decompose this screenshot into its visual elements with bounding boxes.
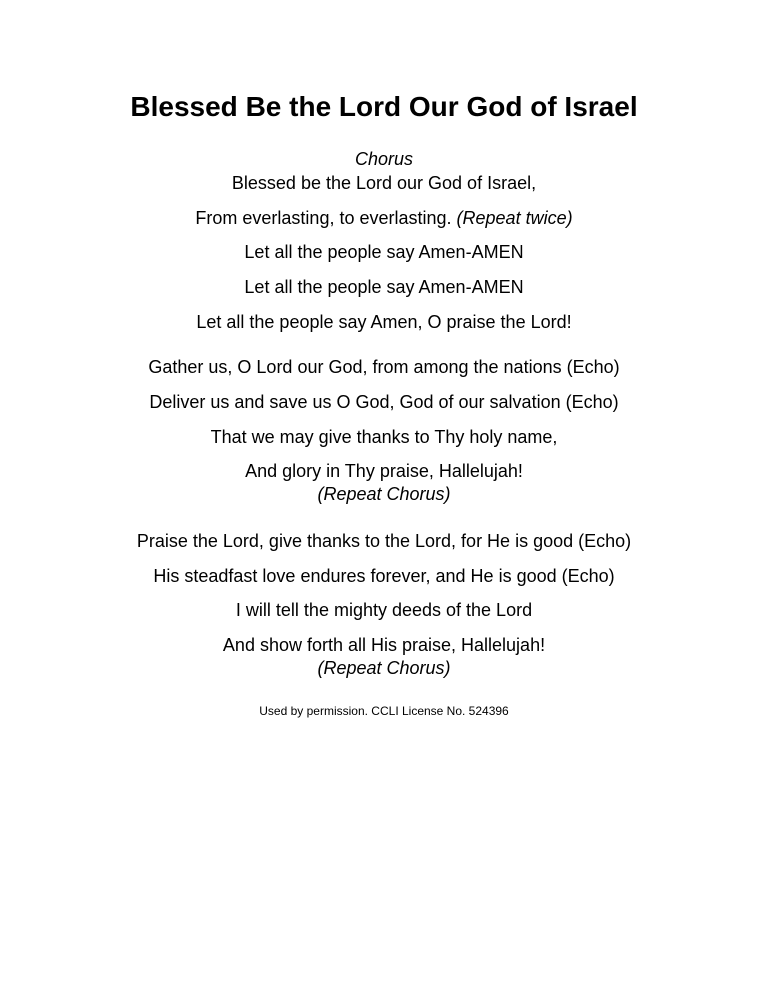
chorus-line-2-text: From everlasting, to everlasting. — [195, 208, 452, 228]
verse-2-line-1: Praise the Lord, give thanks to the Lord, for He is good (Echo) — [136, 531, 632, 551]
verse-1-line-2: Deliver us and save us O God, God of our salvation (Echo) — [149, 392, 619, 412]
chorus-line-1: Blessed be the Lord our God of Israel, — [231, 173, 537, 193]
chorus-line-3: Let all the people say Amen-AMEN — [244, 242, 524, 262]
chorus-line-4: Let all the people say Amen-AMEN — [244, 277, 524, 297]
verse-2-line-3: I will tell the mighty deeds of the Lord — [235, 600, 533, 620]
verse-2-repeat-chorus: (Repeat Chorus) — [317, 658, 451, 678]
chorus-line-5: Let all the people say Amen, O praise the Lord! — [196, 312, 572, 332]
song-title: Blessed Be the Lord Our God of Israel — [130, 91, 638, 122]
license-footer: Used by permission. CCLI License No. 524396 — [259, 704, 509, 718]
verse-1-repeat-chorus: (Repeat Chorus) — [317, 484, 451, 504]
verse-2-line-4: And show forth all His praise, Hallelujah! — [222, 635, 546, 655]
verse-1-line-4: And glory in Thy praise, Hallelujah! — [245, 461, 523, 481]
chorus-line-2 — [0, 207, 768, 229]
chorus-label: Chorus — [354, 149, 414, 169]
verse-1-line-1: Gather us, O Lord our God, from among the nations (Echo) — [148, 357, 620, 377]
repeat-twice-note: (Repeat twice) — [456, 208, 573, 228]
verse-1-line-3: That we may give thanks to Thy holy name, — [210, 427, 558, 447]
verse-2-line-2: His steadfast love endures forever, and He is good (Echo) — [153, 566, 615, 586]
